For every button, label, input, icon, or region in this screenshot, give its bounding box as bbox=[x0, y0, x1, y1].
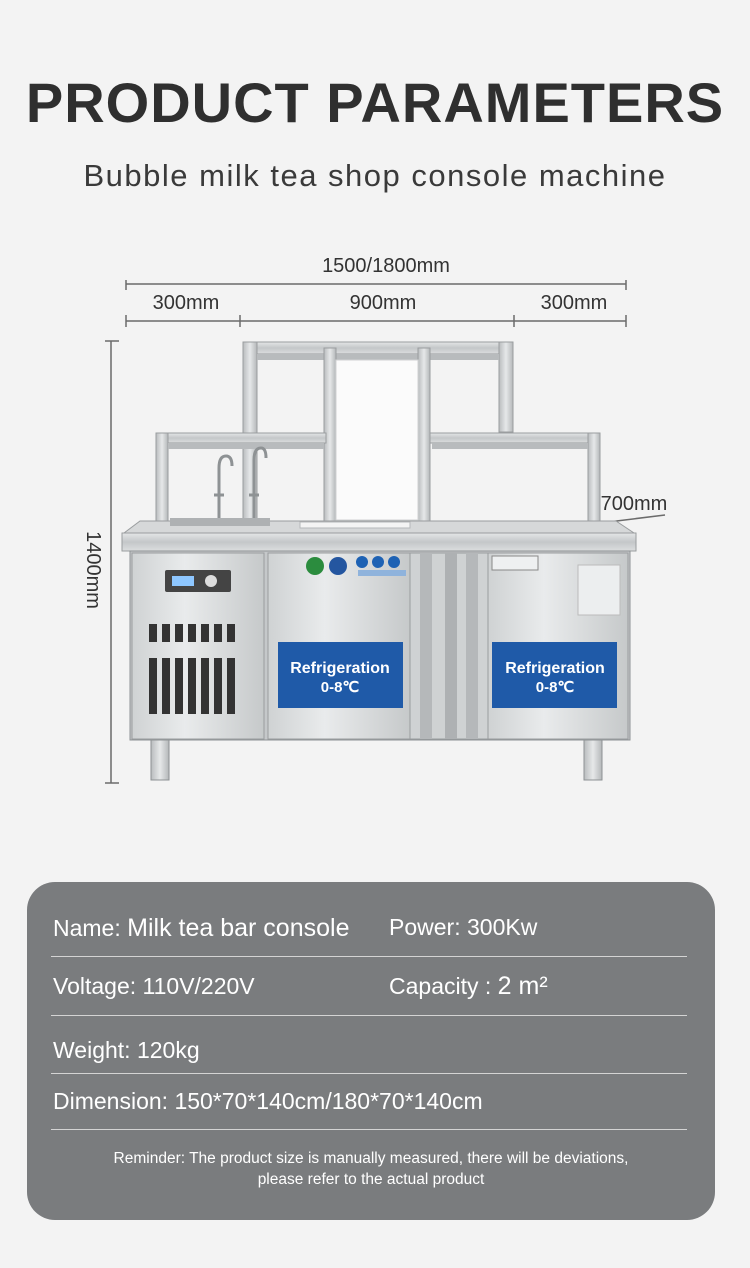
legs bbox=[151, 740, 602, 780]
total-width-label: 1500/1800mm bbox=[322, 255, 450, 277]
power-value: 300Kw bbox=[466, 914, 538, 940]
voltage-value: 110V/220V bbox=[142, 973, 255, 999]
param-row-name-power bbox=[51, 910, 687, 957]
reminder-line-1: Reminder: The product size is manually measured, there will be deviations, bbox=[113, 1150, 629, 1167]
upper-shelf bbox=[243, 342, 513, 522]
reminder-line-2: please refer to the actual product bbox=[257, 1171, 485, 1188]
capacity-key: Capacity : bbox=[389, 973, 492, 999]
middle-section-label: 900mm bbox=[349, 292, 417, 314]
left-door-label: Refrigeration bbox=[290, 660, 390, 677]
power-key: Power: bbox=[389, 914, 461, 940]
page-title: PRODUCT PARAMETERS bbox=[25, 71, 725, 134]
product-dimension-diagram bbox=[0, 240, 750, 800]
name-value: Milk tea bar console bbox=[127, 914, 350, 942]
name-key: Name: bbox=[53, 915, 121, 941]
page-subtitle: Bubble milk tea shop console machine bbox=[83, 158, 667, 193]
depth-label: 700mm bbox=[600, 493, 668, 515]
right-door-temp: 0-8℃ bbox=[535, 679, 575, 696]
capacity-value: 2 m² bbox=[497, 972, 548, 1000]
weight-value: 120kg bbox=[136, 1037, 200, 1063]
right-section-label: 300mm bbox=[540, 292, 608, 314]
left-section-label: 300mm bbox=[152, 292, 220, 314]
weight-key: Weight: bbox=[53, 1037, 131, 1063]
parameters-panel bbox=[27, 882, 715, 1220]
left-door-temp: 0-8℃ bbox=[320, 679, 360, 696]
reminder-note bbox=[27, 1148, 715, 1190]
param-row-weight bbox=[51, 1015, 687, 1074]
param-row-dimension bbox=[51, 1073, 687, 1130]
height-label: 1400mm bbox=[82, 531, 104, 609]
dimension-value: 150*70*140cm/180*70*140cm bbox=[174, 1088, 483, 1114]
right-door-label: Refrigeration bbox=[505, 660, 605, 677]
dimension-key: Dimension: bbox=[53, 1088, 169, 1114]
voltage-key: Voltage: bbox=[53, 973, 137, 999]
countertop bbox=[122, 518, 636, 551]
param-row-voltage-capacity bbox=[51, 956, 687, 1016]
faucets bbox=[214, 448, 266, 520]
